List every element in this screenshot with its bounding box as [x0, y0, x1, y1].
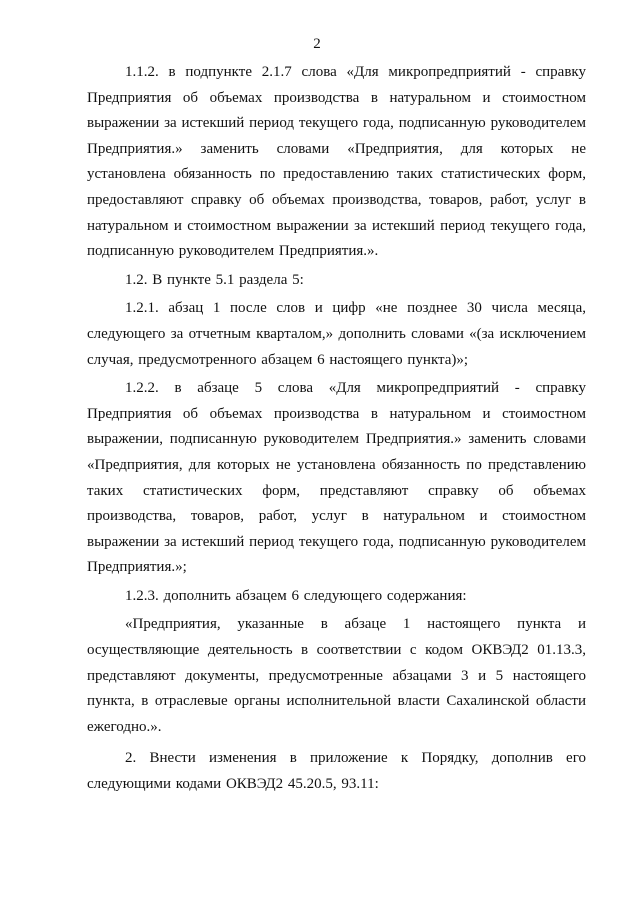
paragraph-1-2-1: 1.2.1. абзац 1 после слов и цифр «не позднее 30 числа месяца, следующего за отчетным кварталом,» дополнить словами «(за исключением случая, предусмотренного абзацем 6 настоящего пункта)»; — [87, 300, 586, 368]
paragraph-1-2: 1.2. В пункте 5.1 раздела 5: — [125, 271, 304, 288]
paragraph-1-2-2: 1.2.2. в абзаце 5 слова «Для микропредприятий - справку Предприятия об объемах производства в натуральном и стоимостном выражении, подписанную руководителем Предприятия.» заменить словами «Предприятия, для которых не установлена обязанность по представлению таких статистических форм, представляют справку об объемах производства, товаров, работ, услуг в натуральном и стоимостном выражении за истекший период текущего года, подписанную руководителем Предприятия.»; — [87, 380, 586, 576]
page-number: 2 — [313, 36, 321, 52]
paragraph-2: 2. Внести изменения в приложение к Порядку, дополнив его следующими кодами ОКВЭД2 45.20.5, 93.11: — [87, 750, 586, 793]
paragraph-abzac-6: «Предприятия, указанные в абзаце 1 настоящего пункта и осуществляющие деятельность в соответствии с кодом ОКВЭД2 01.13.3, представляют документы, предусмотренные абзацами 3 и 5 настоящего пункта, в отраслевые органы исполнительной власти Сахалинской области ежегодно.». — [87, 616, 586, 735]
paragraph-1-1-2: 1.1.2. в подпункте 2.1.7 слова «Для микропредприятий - справку Предприятия об объемах производства в натуральном и стоимостном выражении за истекший период текущего года, подписанную руководителем Предприятия.» заменить словами «Предприятия, для которых не установлена обязанность по предоставлению таких статистических форм, предоставляют справку об объемах производства, товаров, работ, услуг в натуральном и стоимостном выражении за истекший период текущего года, подписанную руководителем Предприятия.». — [87, 64, 586, 260]
paragraph-1-2-3: 1.2.3. дополнить абзацем 6 следующего содержания: — [125, 587, 467, 604]
document-body — [87, 60, 586, 798]
